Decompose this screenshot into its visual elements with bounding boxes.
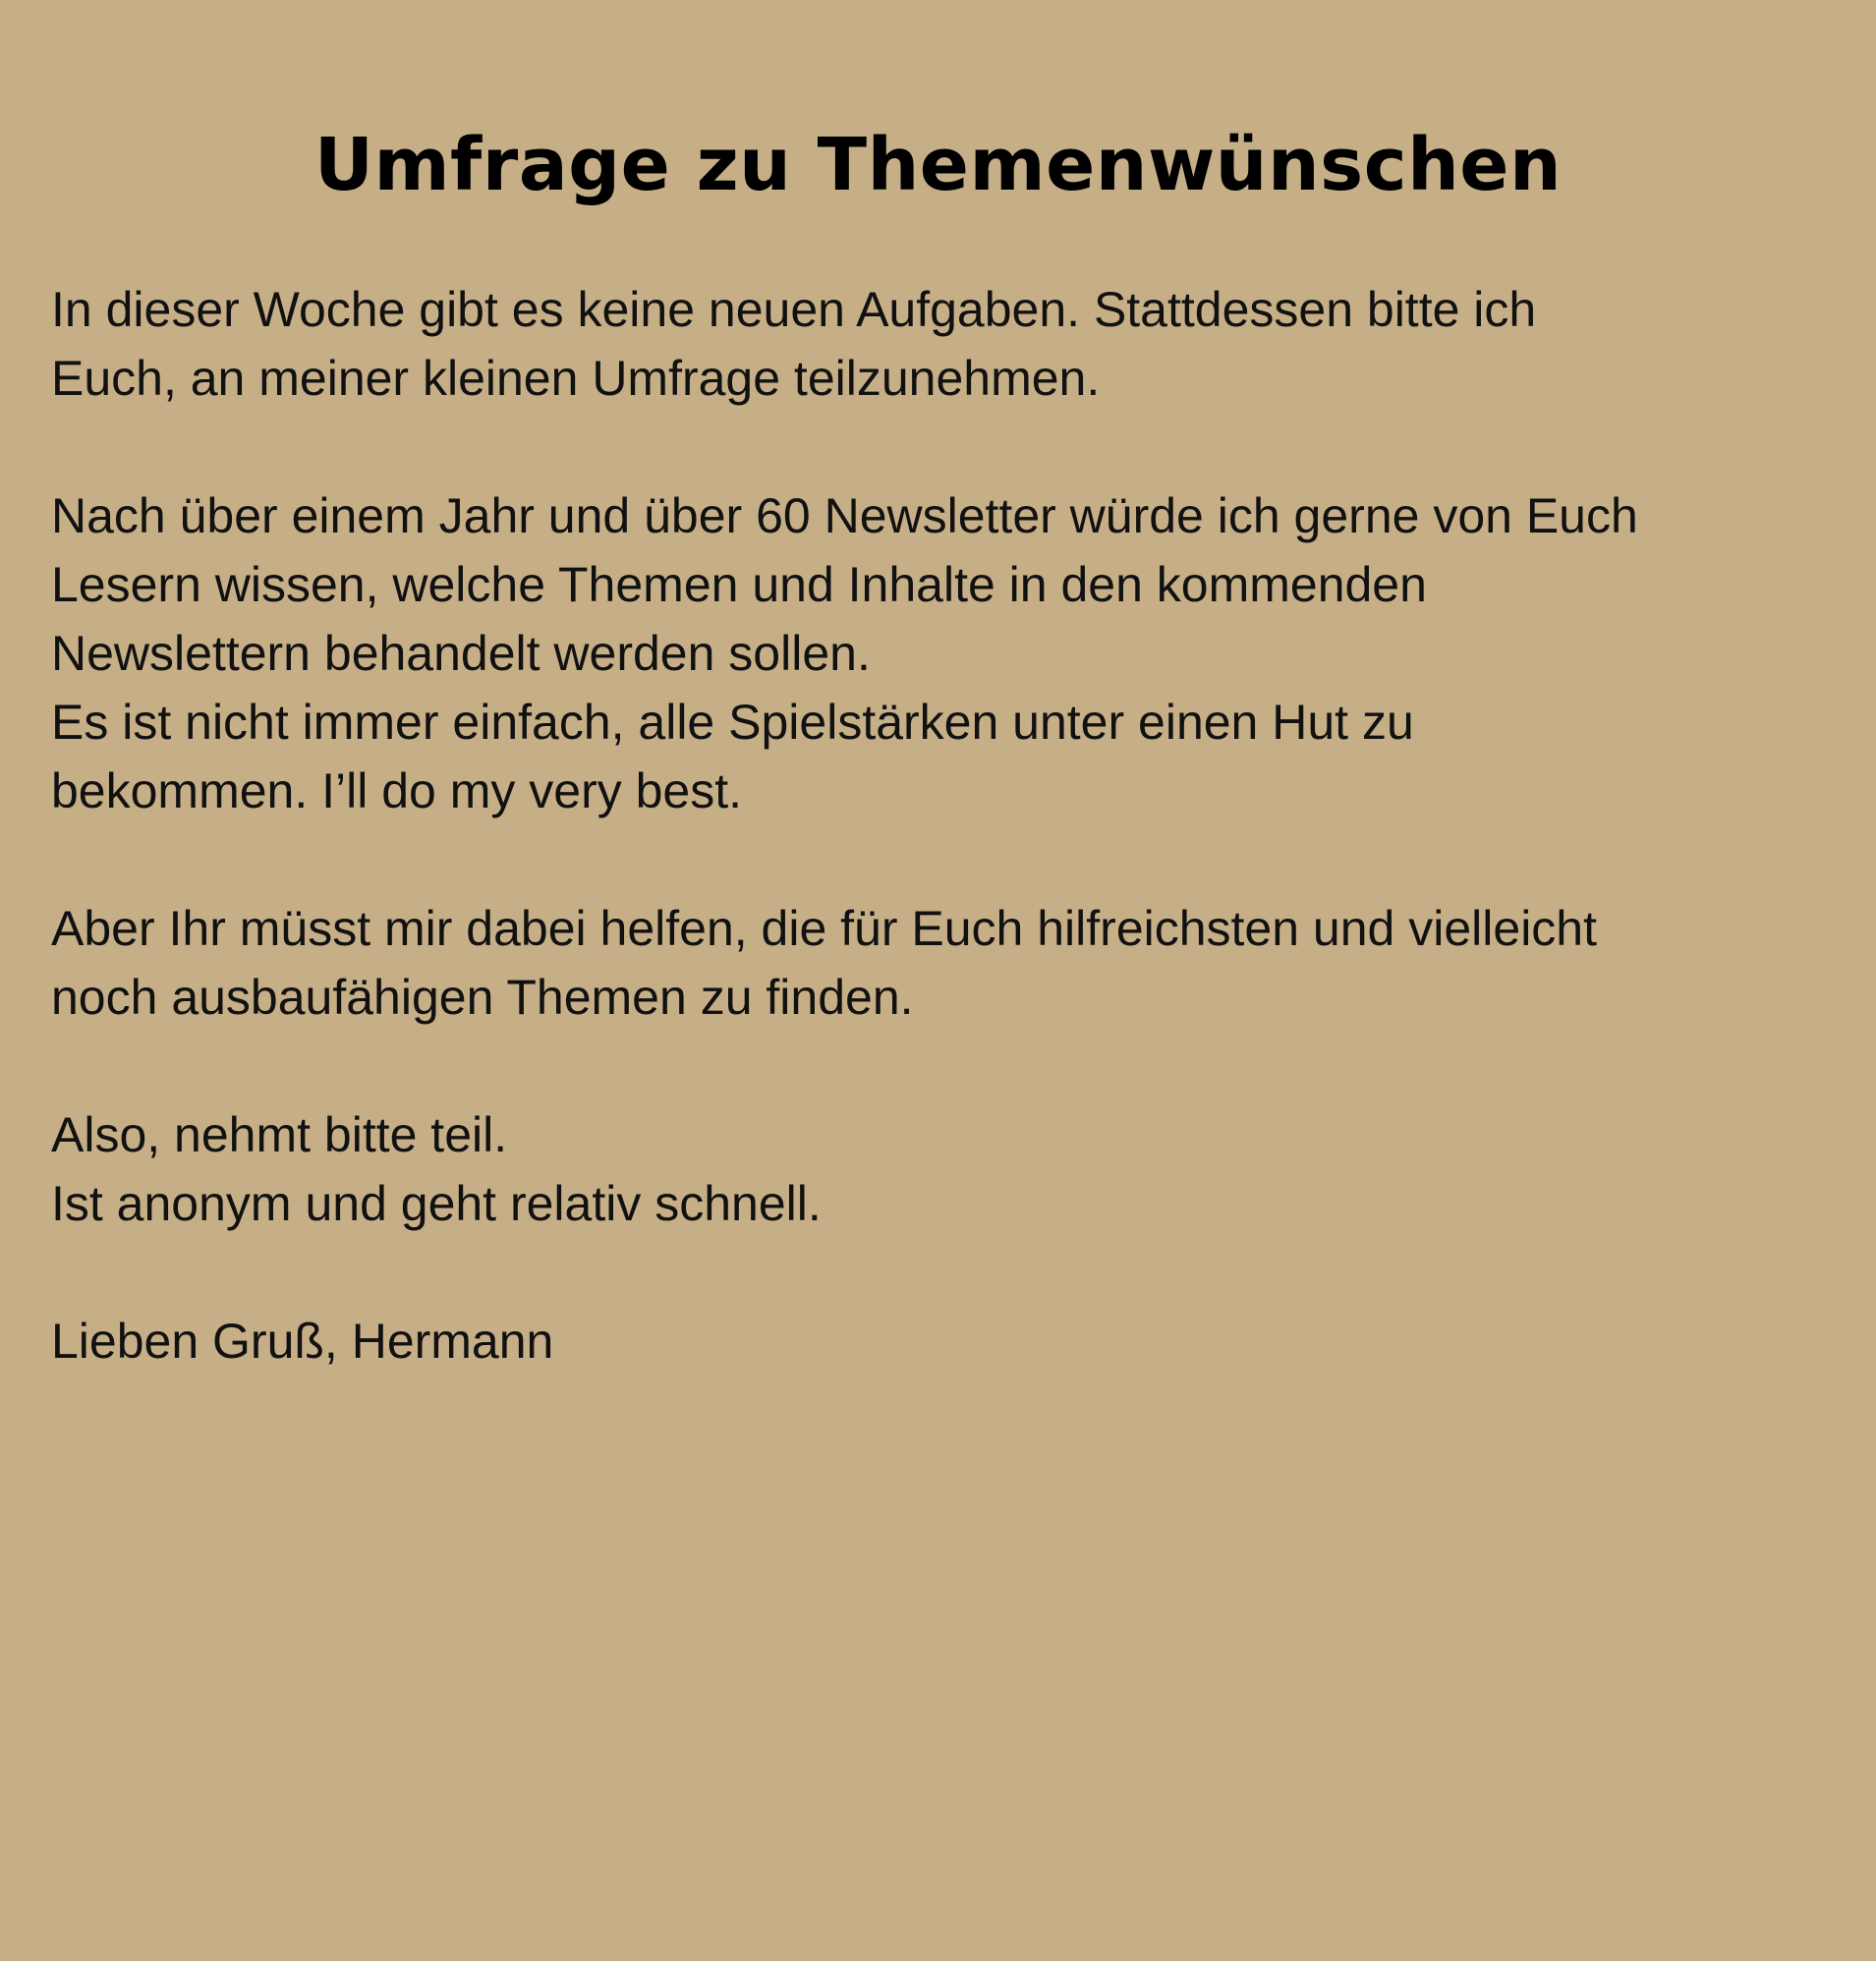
paragraph-reason bbox=[51, 481, 1849, 825]
text-line: Lesern wissen, welche Themen und Inhalte in den kommenden bbox=[51, 557, 1427, 612]
text-line: Ist anonym und geht relativ schnell. bbox=[51, 1176, 822, 1231]
text-line: Newslettern behandelt werden sollen. bbox=[51, 626, 871, 681]
text-line: noch ausbaufähigen Themen zu finden. bbox=[51, 970, 914, 1025]
text-line: Nach über einem Jahr und über 60 Newsletter würde ich gerne von Euch bbox=[51, 488, 1638, 543]
paragraph-help bbox=[51, 894, 1849, 1032]
message-body bbox=[51, 275, 1849, 1444]
text-line: Es ist nicht immer einfach, alle Spielstärken unter einen Hut zu bbox=[51, 695, 1414, 750]
signature-line: Lieben Gruß, Hermann bbox=[51, 1314, 554, 1369]
paragraph-call-to-action bbox=[51, 1100, 1849, 1238]
text-line: Also, nehmt bitte teil. bbox=[51, 1107, 508, 1162]
paragraph-intro bbox=[51, 275, 1849, 413]
paragraph-signature bbox=[51, 1307, 1849, 1376]
text-line: bekommen. I’ll do my very best. bbox=[51, 763, 743, 818]
text-line: Euch, an meiner kleinen Umfrage teilzunehmen. bbox=[51, 351, 1101, 406]
page-title: Umfrage zu Themenwünschen bbox=[313, 123, 1563, 207]
text-line: In dieser Woche gibt es keine neuen Aufgaben. Stattdessen bitte ich bbox=[51, 282, 1537, 337]
text-line: Aber Ihr müsst mir dabei helfen, die für Euch hilfreichsten und vielleicht bbox=[51, 901, 1597, 956]
